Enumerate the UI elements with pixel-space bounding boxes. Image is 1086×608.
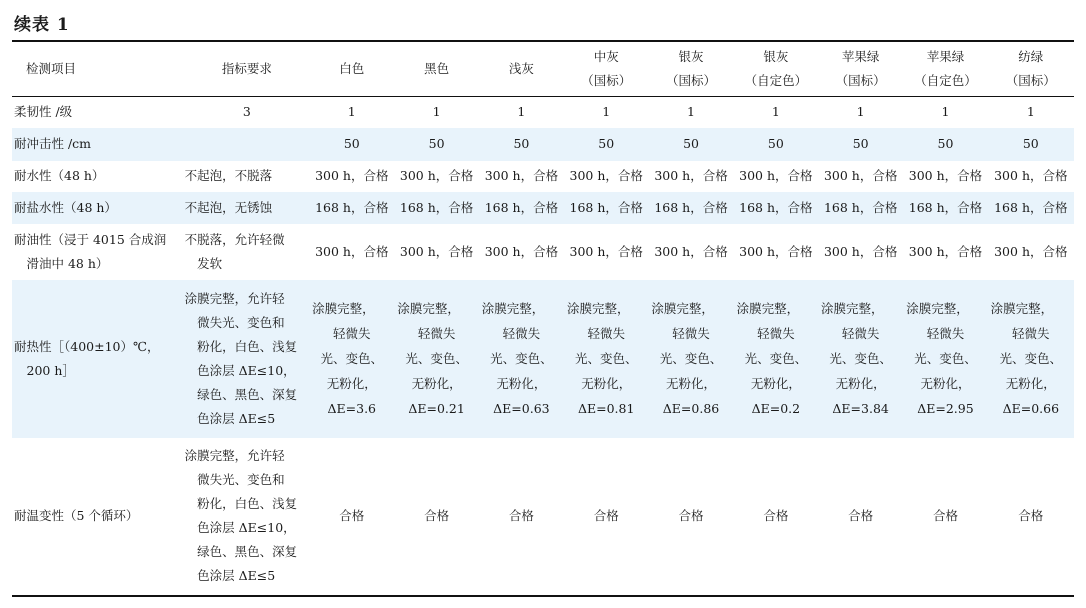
requirement-cell: 涂膜完整，允许轻 微失光、变色和 粉化，白色、浅复 色涂层 ΔE≤10， 绿色、黑色、深复 色涂层 ΔE≤5 (184, 448, 298, 583)
value-cell: 300 h，合格 (654, 168, 728, 183)
requirement-cell: 3 (242, 104, 251, 120)
header-silver-gray-std: 银灰 （国标） (648, 41, 733, 97)
value-cell: 涂膜完整， 轻微失 光、变色、 无粉化， ΔE=0.66 (988, 280, 1074, 438)
table-row-salt-water-resistance (12, 192, 1074, 224)
requirement-cell: 不脱落，允许轻微 发软 (184, 231, 285, 271)
value-cell: 300 h，合格 (569, 243, 643, 259)
value-cell: 168 h，合格 (309, 192, 394, 224)
value-cell: 300 h，合格 (908, 243, 983, 259)
requirement-cell: 不起泡，不脱落 (184, 168, 273, 183)
value-cell: 300 h，合格 (399, 168, 474, 183)
value-cell: 1 (602, 104, 611, 120)
value-cell: 合格 (678, 508, 704, 523)
header-silver-gray-custom: 银灰 （自定色） (734, 41, 818, 97)
table-row-water-resistance (12, 161, 1074, 192)
value-cell: 合格 (339, 508, 365, 523)
header-white: 白色 (309, 41, 394, 97)
table-caption: 续表 1 (14, 15, 70, 35)
value-cell: 168 h，合格 (903, 192, 987, 224)
requirement-cell: 不起泡，无锈蚀 (185, 192, 309, 224)
table-row-oil-resistance (12, 224, 1074, 280)
value-cell: 50 (394, 128, 478, 161)
table-row-temperature-change (12, 438, 1074, 596)
item-cell: 柔韧性 /级 (14, 104, 73, 120)
table-row-flexibility (12, 97, 1074, 128)
value-cell: 合格 (932, 508, 958, 523)
item-cell: 耐油性（浸于 4015 合成润 滑油中 48 h） (14, 231, 167, 271)
value-cell: 合格 (508, 508, 534, 523)
table-row-impact (12, 128, 1074, 161)
value-cell: 50 (903, 128, 987, 161)
value-cell: 涂膜完整， 轻微失 光、变色、 无粉化， ΔE=0.86 (648, 280, 733, 438)
value-cell: 168 h，合格 (479, 192, 564, 224)
value-cell: 涂膜完整， 轻微失 光、变色、 无粉化， ΔE=0.81 (564, 280, 648, 438)
item-cell: 耐热性［（400±10）℃， 200 h］ (12, 280, 185, 438)
value-cell: 50 (479, 128, 564, 161)
value-cell: 1 (432, 104, 441, 120)
header-black: 黑色 (394, 41, 478, 97)
value-cell: 1 (941, 104, 950, 120)
value-cell: 300 h，合格 (315, 168, 389, 183)
value-cell: 300 h，合格 (739, 168, 813, 183)
value-cell: 300 h，合格 (569, 168, 643, 183)
value-cell: 50 (648, 128, 733, 161)
value-cell: 300 h，合格 (654, 243, 728, 259)
header-medium-gray: 中灰 （国标） (564, 41, 648, 97)
value-cell: 300 h，合格 (823, 168, 898, 183)
header-light-gray: 浅灰 (479, 41, 564, 97)
value-cell: 300 h，合格 (739, 243, 813, 259)
value-cell: 168 h，合格 (988, 192, 1074, 224)
value-cell: 300 h，合格 (484, 243, 559, 259)
value-cell: 300 h，合格 (908, 168, 983, 183)
value-cell: 1 (687, 104, 695, 120)
value-cell: 1 (771, 104, 780, 120)
value-cell: 168 h，合格 (818, 192, 903, 224)
header-apple-green-custom: 苹果绿 （自定色） (903, 41, 987, 97)
item-cell: 耐冲击性 /cm (12, 128, 185, 161)
value-cell: 300 h，合格 (484, 168, 559, 183)
value-cell: 涂膜完整， 轻微失 光、变色、 无粉化， ΔE=0.2 (734, 280, 818, 438)
value-cell: 合格 (593, 508, 619, 523)
value-cell: 300 h，合格 (823, 243, 898, 259)
item-cell: 耐盐水性（48 h） (12, 192, 185, 224)
requirement-cell (185, 128, 309, 161)
value-cell: 涂膜完整， 轻微失 光、变色、 无粉化， ΔE=0.63 (479, 280, 564, 438)
value-cell: 50 (309, 128, 394, 161)
value-cell: 合格 (1018, 508, 1044, 523)
value-cell: 300 h，合格 (315, 243, 389, 259)
header-requirement: 指标要求 (185, 41, 309, 97)
value-cell: 合格 (424, 508, 450, 523)
value-cell: 合格 (763, 508, 789, 523)
value-cell: 1 (856, 104, 865, 120)
value-cell: 1 (1026, 104, 1035, 120)
value-cell: 50 (818, 128, 903, 161)
value-cell: 50 (564, 128, 648, 161)
value-cell: 168 h，合格 (564, 192, 648, 224)
header-apple-green-std: 苹果绿 （国标） (818, 41, 903, 97)
value-cell: 168 h，合格 (394, 192, 478, 224)
test-results-table (12, 40, 1074, 597)
item-cell: 耐水性（48 h） (14, 168, 105, 183)
value-cell: 300 h，合格 (994, 168, 1068, 183)
header-row (12, 41, 1074, 97)
table-row-heat-resistance (12, 280, 1074, 438)
item-cell: 耐温变性（5 个循环） (14, 508, 139, 523)
value-cell: 168 h，合格 (734, 192, 818, 224)
value-cell: 涂膜完整， 轻微失 光、变色、 无粉化， ΔE=3.6 (309, 280, 394, 438)
value-cell: 300 h，合格 (399, 243, 474, 259)
header-textile-green: 纺绿 （国标） (988, 41, 1074, 97)
value-cell: 300 h，合格 (994, 243, 1068, 259)
value-cell: 50 (988, 128, 1074, 161)
value-cell: 涂膜完整， 轻微失 光、变色、 无粉化， ΔE=3.84 (818, 280, 903, 438)
value-cell: 168 h，合格 (648, 192, 733, 224)
header-item: 检测项目 (12, 41, 185, 97)
value-cell: 涂膜完整， 轻微失 光、变色、 无粉化， ΔE=2.95 (903, 280, 987, 438)
value-cell: 1 (517, 104, 526, 120)
requirement-cell: 涂膜完整，允许轻 微失光、变色和 粉化，白色、浅复 色涂层 ΔE≤10， 绿色、黑色、深复 色涂层 ΔE≤5 (185, 280, 309, 438)
value-cell: 1 (347, 104, 356, 120)
value-cell: 50 (734, 128, 818, 161)
value-cell: 合格 (848, 508, 874, 523)
value-cell: 涂膜完整， 轻微失 光、变色、 无粉化， ΔE=0.21 (394, 280, 478, 438)
